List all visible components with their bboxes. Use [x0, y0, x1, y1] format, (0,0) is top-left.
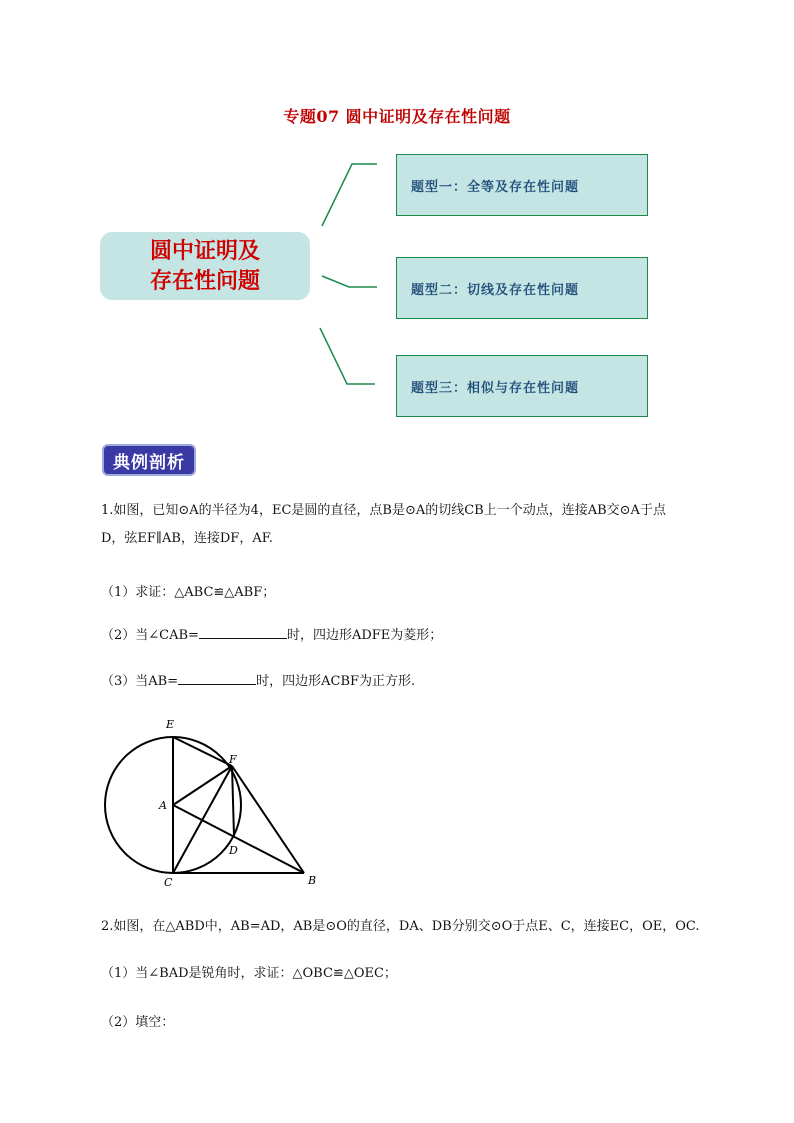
- label-d: D: [229, 844, 238, 857]
- mindmap-branch-3: 题型三：相似与存在性问题: [396, 355, 648, 417]
- mindmap-branch-1: 题型一：全等及存在性问题: [396, 154, 648, 216]
- q3-suffix: 时，四边形ACBF为正方形.: [256, 674, 416, 689]
- chord-ef: [173, 737, 232, 766]
- connector-1: [322, 164, 377, 226]
- label-a: A: [159, 799, 167, 812]
- problem1-line2: D，弦EF∥AB，连接DF，AF.: [101, 531, 273, 546]
- page-title: 专题07 圆中证明及存在性问题: [283, 107, 511, 126]
- connector-3: [320, 328, 375, 384]
- q2-suffix: 时，四边形ADFE为菱形；: [286, 628, 443, 643]
- center-line-1: 圆中证明及: [149, 238, 260, 264]
- problem1-q1: （1）求证：△ABC≌△ABF；: [101, 585, 276, 600]
- q2-prefix: （2）当∠CAB=: [101, 628, 199, 643]
- mindmap-branch-2: 题型二：切线及存在性问题: [396, 257, 648, 319]
- problem2-q1: （1）当∠BAD是锐角时，求证：△OBC≌△OEC；: [101, 966, 397, 981]
- segment-cf: [173, 766, 232, 873]
- connector-2: [322, 276, 377, 287]
- label-c: C: [164, 876, 173, 889]
- problem2-statement: 2.如图，在△ABD中，AB=AD，AB是⊙O的直径，DA、DB分别交⊙O于点E、C，连接EC，OE，OC.: [101, 919, 700, 934]
- problem1-q2: [101, 624, 442, 643]
- q2-answer-blank[interactable]: [199, 624, 287, 639]
- q3-prefix: （3）当AB=: [101, 674, 179, 689]
- mindmap-center-node: [100, 232, 310, 300]
- label-e: E: [166, 718, 175, 731]
- problem1-statement: [101, 497, 721, 553]
- segment-af: [173, 766, 232, 805]
- section-tag: 典例剖析: [102, 444, 196, 476]
- problem1-line1: 1.如图，已知⊙A的半径为4，EC是圆的直径，点B是⊙A的切线CB上一个动点，连接AB交⊙A于点: [101, 503, 666, 518]
- problem1-q3: [101, 670, 415, 689]
- center-line-2: 存在性问题: [149, 268, 260, 294]
- problem1-figure: [100, 712, 330, 894]
- label-b: B: [308, 874, 317, 887]
- problem2-q2: （2）填空：: [101, 1015, 175, 1030]
- label-f: F: [229, 753, 237, 766]
- q3-answer-blank[interactable]: [178, 670, 256, 685]
- segment-fb: [232, 766, 304, 873]
